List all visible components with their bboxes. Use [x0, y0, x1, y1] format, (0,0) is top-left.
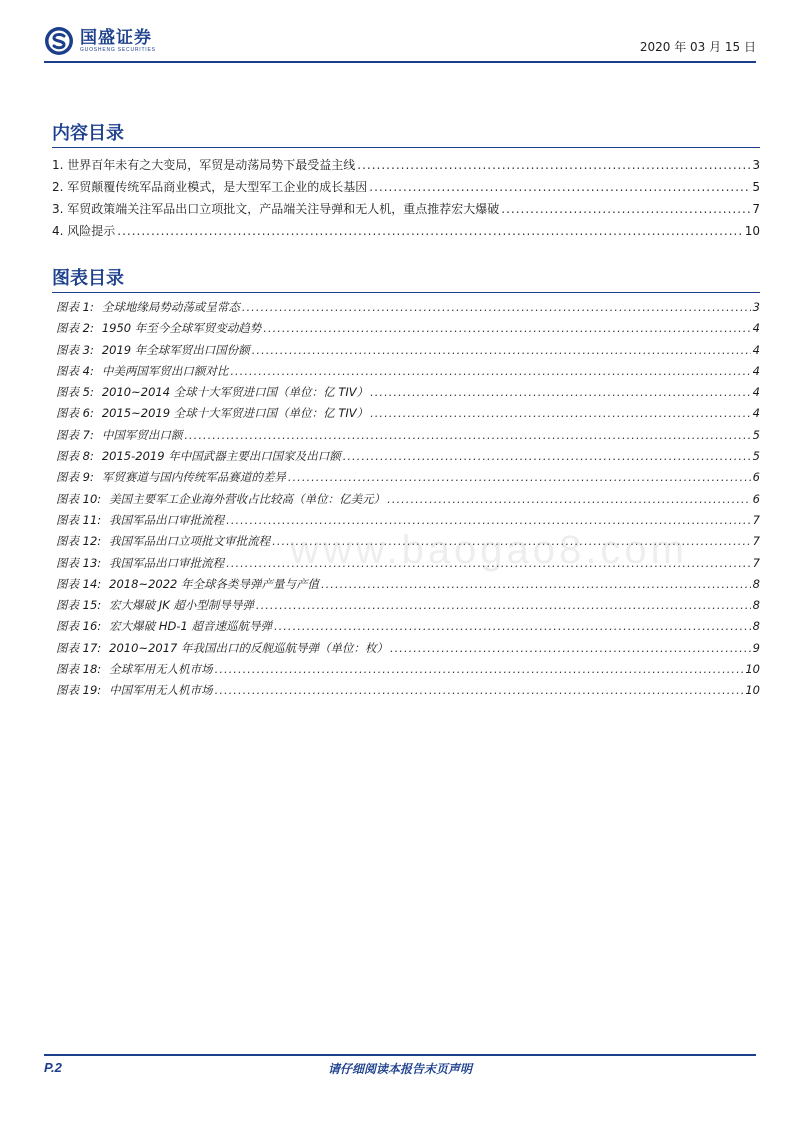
leader-dots: [357, 154, 750, 176]
toc-entry-number: 3.: [52, 202, 64, 216]
figure-page: 6: [752, 491, 760, 506]
figure-label: 图表 10:: [56, 491, 102, 506]
figure-title: 2018~2022 年全球各类导弹产量与产值: [109, 576, 319, 591]
leader-dots: [184, 425, 750, 446]
figure-page: 8: [752, 598, 760, 613]
figure-page: 8: [752, 619, 760, 634]
figure-entry[interactable]: [56, 574, 760, 595]
watermark: www.baogao8.com: [290, 528, 688, 572]
figure-entry[interactable]: [56, 616, 760, 637]
brand-name-cn: 国盛证券: [80, 27, 152, 48]
figure-label: 图表 15:: [56, 598, 102, 613]
figure-entry[interactable]: [56, 680, 760, 701]
figure-title: 军贸赛道与国内传统军品赛道的差异: [101, 470, 286, 485]
figure-label: 图表 3:: [56, 342, 94, 357]
figure-entry[interactable]: [56, 638, 760, 659]
figure-label: 图表 5:: [56, 385, 94, 400]
figure-label: 图表 14:: [56, 576, 102, 591]
guosheng-logo-icon: [44, 26, 74, 56]
figure-page: 10: [745, 662, 760, 677]
figure-label: 图表 8:: [56, 449, 94, 464]
figure-title: 宏大爆破 HD-1 超音速巡航导弹: [109, 619, 272, 634]
leader-dots: [263, 318, 750, 339]
figure-title: 我国军品出口审批流程: [109, 512, 225, 527]
toc-entry-page: 7: [752, 202, 760, 216]
figure-page: 4: [752, 385, 760, 400]
leader-dots: [387, 489, 751, 510]
page-header: [44, 24, 756, 60]
leader-dots: [230, 361, 750, 382]
figure-entry[interactable]: [56, 595, 760, 616]
figure-entry[interactable]: [56, 659, 760, 680]
figure-page: 4: [752, 342, 760, 357]
figure-label: 图表 9:: [56, 470, 94, 485]
figure-title: 全球地缘局势动荡或呈常态: [101, 300, 240, 314]
figure-label: 图表 18:: [56, 662, 102, 677]
figures-title-divider: [52, 292, 760, 293]
figure-entry[interactable]: [56, 425, 760, 446]
figure-page: 5: [752, 427, 760, 442]
figure-title: 2015-2019 年中国武器主要出口国家及出口额: [101, 449, 341, 464]
toc-entry-number: 4.: [52, 224, 64, 238]
toc-entry-number: 1.: [52, 158, 64, 172]
figure-label: 图表 7:: [56, 427, 94, 442]
leader-dots: [343, 446, 751, 467]
leader-dots: [370, 382, 751, 403]
page-number: P.2: [44, 1060, 62, 1075]
figure-title: 2015~2019 全球十大军贸进口国（单位：亿 TIV）: [101, 406, 369, 421]
leader-dots: [215, 659, 744, 680]
figure-page: 4: [752, 406, 760, 421]
figure-title: 中美两国军贸出口额对比: [101, 363, 229, 378]
leader-dots: [252, 340, 751, 361]
leader-dots: [501, 198, 750, 220]
figure-page: 5: [752, 449, 760, 464]
toc-entry-number: 2.: [52, 180, 64, 194]
toc-entry-title: 风险提示: [67, 224, 116, 238]
toc-entry[interactable]: [52, 220, 760, 242]
figure-title: 我国军品出口审批流程: [109, 555, 225, 570]
figure-page: 7: [752, 555, 760, 570]
toc-entry-page: 5: [752, 180, 760, 194]
leader-dots: [369, 176, 750, 198]
leader-dots: [390, 638, 751, 659]
figure-page: 9: [752, 640, 760, 655]
figure-page: 10: [745, 683, 760, 698]
header-divider: [44, 61, 756, 63]
figure-title: 中国军用无人机市场: [109, 683, 213, 698]
figure-title: 美国主要军工企业海外营收占比较高（单位：亿美元）: [109, 491, 386, 506]
figure-entry[interactable]: [56, 403, 760, 424]
figure-page: 4: [752, 321, 760, 336]
figure-page: 8: [752, 576, 760, 591]
figure-entry[interactable]: [56, 382, 760, 403]
figure-title: 2019 年全球军贸出口国份额: [101, 342, 250, 357]
leader-dots: [215, 680, 744, 701]
figure-page: 6: [752, 470, 760, 485]
toc-title: 内容目录: [52, 123, 124, 144]
figure-title: 1950 年至今全球军贸变动趋势: [101, 321, 262, 336]
figure-entry[interactable]: [56, 297, 760, 318]
figures-title: 图表目录: [52, 268, 124, 289]
figure-title: 中国军贸出口额: [101, 427, 183, 442]
leader-dots: [370, 403, 751, 424]
leader-dots: [321, 574, 751, 595]
figure-label: 图表 2:: [56, 321, 94, 336]
toc-entry-page: 10: [744, 224, 760, 238]
figure-label: 图表 1:: [56, 300, 94, 314]
toc-entry[interactable]: [52, 176, 760, 198]
figure-title: 2010~2017 年我国出口的反舰巡航导弹（单位：枚）: [109, 640, 388, 655]
figure-title: 宏大爆破 JK 超小型制导导弹: [109, 598, 254, 613]
figure-label: 图表 13:: [56, 555, 102, 570]
figure-title: 2010~2014 全球十大军贸进口国（单位：亿 TIV）: [101, 385, 369, 400]
figure-entry[interactable]: [56, 361, 760, 382]
leader-dots: [117, 220, 742, 242]
toc-list: [52, 154, 760, 242]
leader-dots: [288, 467, 751, 488]
figure-page: 3: [752, 300, 760, 314]
toc-entry-title: 军贸政策端关注军品出口立项批文，产品端关注导弹和无人机，重点推荐宏大爆破: [67, 202, 500, 216]
brand-name-en: GUOSHENG SECURITIES: [80, 46, 156, 53]
figure-label: 图表 12:: [56, 534, 102, 549]
footer-disclaimer: 请仔细阅读本报告末页声明: [327, 1062, 472, 1076]
figure-page: 7: [752, 512, 760, 527]
figure-title: 我国军品出口立项批文审批流程: [109, 534, 271, 549]
toc-entry-title: 世界百年未有之大变局，军贸是动荡局势下最受益主线: [67, 158, 356, 172]
figure-label: 图表 16:: [56, 619, 102, 634]
leader-dots: [274, 616, 751, 637]
figure-entry[interactable]: [56, 318, 760, 339]
toc-title-divider: [52, 147, 760, 148]
figure-label: 图表 17:: [56, 640, 102, 655]
figure-entry[interactable]: [56, 489, 760, 510]
figure-label: 图表 4:: [56, 363, 94, 378]
leader-dots: [256, 595, 751, 616]
figure-label: 图表 6:: [56, 406, 94, 421]
figure-label: 图表 19:: [56, 683, 102, 698]
brand-logo: [44, 24, 156, 58]
toc-entry-title: 军贸颠覆传统军品商业模式，是大型军工企业的成长基因: [67, 180, 368, 194]
toc-entry[interactable]: [52, 154, 760, 176]
figure-entry[interactable]: [56, 446, 760, 467]
figure-entry[interactable]: [56, 467, 760, 488]
leader-dots: [242, 297, 751, 318]
figure-page: 4: [752, 363, 760, 378]
footer-divider: [44, 1054, 756, 1056]
toc-entry[interactable]: [52, 198, 760, 220]
figure-page: 7: [752, 534, 760, 549]
toc-entry-page: 3: [752, 158, 760, 172]
report-date: 2020 年 03 月 15 日: [639, 40, 756, 54]
figure-label: 图表 11:: [56, 512, 102, 527]
figure-title: 全球军用无人机市场: [109, 662, 213, 677]
figure-entry[interactable]: [56, 340, 760, 361]
figures-list: [56, 297, 760, 702]
